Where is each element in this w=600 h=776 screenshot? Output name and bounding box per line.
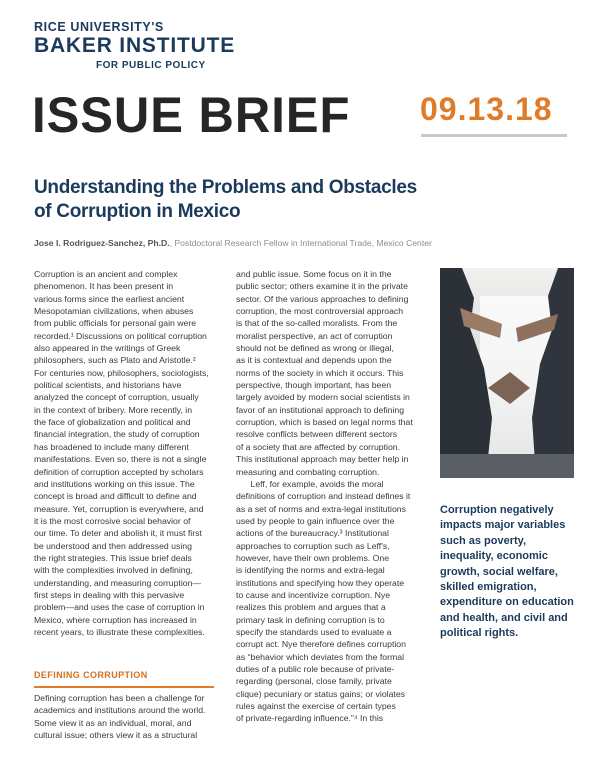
text-line: from public officials for personal gain were bbox=[34, 318, 197, 329]
text-line: Mesopotamian civilizations, when abuses bbox=[34, 306, 194, 317]
text-line: resolve conflicts between different sectors bbox=[236, 429, 398, 440]
text-line: first steps in dealing with this pervasive bbox=[34, 589, 185, 600]
text-line: used by people to gain influence over the bbox=[236, 515, 395, 526]
text-line: Leff, for example, avoids the moral bbox=[236, 478, 384, 489]
article-title bbox=[34, 176, 494, 224]
text-line: however, have their own problems. One bbox=[236, 552, 390, 563]
issue-date: 09.13.18 bbox=[420, 91, 553, 127]
text-line: in the context of bribery. More recently, in bbox=[34, 404, 193, 415]
text-line: realizes this problem and argues that a bbox=[236, 602, 386, 613]
series-title: ISSUE BRIEF bbox=[32, 87, 351, 143]
date-underline bbox=[421, 134, 567, 137]
author-role: , Postdoctoral Research Fellow in International Trade, Mexico Center bbox=[169, 238, 432, 248]
text-line: various forms since the earliest ancient bbox=[34, 293, 185, 304]
text-line: with the complexities involved in defining, bbox=[34, 565, 193, 576]
text-line: corruption, which is based on legal norms that bbox=[236, 417, 413, 428]
text-line: problem—and uses the case of corruption in bbox=[34, 602, 205, 613]
text-line: norms of the society in which it occurs. This bbox=[236, 367, 404, 378]
body-column-2 bbox=[236, 268, 426, 725]
text-line: it is the most corrosive social behavior of bbox=[34, 515, 191, 526]
text-line: and institutions working on this issue. The bbox=[34, 478, 195, 489]
text-line: Corruption is an ancient and complex bbox=[34, 269, 178, 279]
text-line: measuring and combating corruption. bbox=[236, 466, 380, 477]
text-line: Defining corruption has been a challenge for bbox=[34, 693, 205, 703]
text-line: specify the standards used to evaluate a bbox=[236, 626, 392, 637]
text-line: approaches to corruption such as Leff's, bbox=[236, 540, 390, 551]
logo-tagline: FOR PUBLIC POLICY bbox=[96, 60, 206, 71]
text-line: phenomenon. It has been present in bbox=[34, 281, 174, 292]
text-line: definitions of corruption and instead defines it bbox=[236, 491, 411, 502]
text-line: of private-regarding influence.”⁴ In this bbox=[236, 713, 384, 724]
text-line: measure. Yet, corruption is everywhere, and bbox=[34, 503, 204, 514]
text-line: analyzed the concept of corruption, usually bbox=[34, 392, 199, 403]
pull-quote: Corruption negatively impacts major variables such as poverty, inequality, economic growth, social welfare, skilled emigration, expenditure on education and health, and civil and political rights. bbox=[440, 504, 574, 640]
text-line: is that of the so-called moralists. From the bbox=[236, 318, 398, 329]
text-line: as it is contextual and depends upon the bbox=[236, 355, 392, 366]
text-line: actions of the bureaucracy.³ Institutional bbox=[236, 528, 389, 539]
text-line: institutions and specifying how they operate bbox=[236, 577, 405, 588]
photo-handshake-illustration bbox=[440, 268, 574, 478]
text-line: also appeared in the writings of Greek bbox=[34, 343, 181, 354]
text-line: understanding, and measuring corruption— bbox=[34, 577, 202, 588]
title-line: Understanding the Problems and Obstacles bbox=[34, 177, 417, 198]
text-line: the right strategies. This issue brief deals bbox=[34, 552, 192, 563]
author-name: Jose I. Rodriguez-Sanchez, Ph.D. bbox=[34, 238, 170, 248]
text-line: is identifying the norms and extra-legal bbox=[236, 565, 385, 576]
text-line: public sector; others examine it in the private bbox=[236, 281, 408, 292]
text-line: be understood and then addressed using bbox=[34, 540, 192, 551]
text-line: corrupt act. Nye therefore defines corruption bbox=[236, 639, 406, 650]
text-line: should not be defined as wrong or illegal, bbox=[236, 343, 394, 354]
section-heading: DEFINING CORRUPTION bbox=[34, 670, 148, 680]
text-line: as a set of norms and extra-legal institutions bbox=[236, 503, 406, 514]
text-line: cultural issue; others view it as a structural bbox=[34, 730, 198, 741]
text-line: largely avoided by modern social scientists in bbox=[236, 392, 410, 403]
text-line: perspective, though important, has been bbox=[236, 380, 392, 391]
text-line: and public issue. Some focus on it in the bbox=[236, 269, 392, 279]
text-line: concept is broad and difficult to define and bbox=[34, 491, 197, 502]
text-line: financial integration, the study of corruption bbox=[34, 429, 200, 440]
body-column-1-continued bbox=[34, 692, 222, 741]
logo-institute-name: BAKER INSTITUTE bbox=[34, 34, 235, 57]
text-line: as “behavior which deviates from the formal bbox=[236, 651, 405, 662]
section-heading-rule bbox=[34, 686, 214, 688]
text-line: to cause and incentivize corruption. Nye bbox=[236, 589, 391, 600]
text-line: sector. Of the various approaches to defining bbox=[236, 293, 409, 304]
text-line: primary task in defining corruption is to bbox=[236, 614, 385, 625]
text-line: recent years, to illustrate these complexities. bbox=[34, 626, 205, 637]
body-column-1 bbox=[34, 268, 222, 638]
text-line: of a society that are affected by corruption. bbox=[236, 441, 401, 452]
text-line: political scientists, and historians have bbox=[34, 380, 182, 391]
text-line: the face of globalization and political and bbox=[34, 417, 191, 428]
text-line: duties of a public role because of private- bbox=[236, 664, 395, 674]
text-line: corruption, the most controversial approach bbox=[236, 306, 404, 317]
logo-university-line: RICE UNIVERSITY'S bbox=[34, 20, 164, 34]
text-line: philosophers, such as Plato and Aristotle.² bbox=[34, 355, 196, 366]
text-line: manifestations. Even so, there is not a single bbox=[34, 454, 207, 465]
text-line: rules against the exercise of certain types bbox=[236, 701, 396, 712]
title-line: of Corruption in Mexico bbox=[34, 201, 241, 222]
text-line: Mexico, where corruption has increased in bbox=[34, 614, 197, 625]
text-line: clique) pecuniary or status gains; or violates bbox=[236, 688, 406, 699]
text-line: regarding (personal, close family, private bbox=[236, 676, 392, 687]
text-line: This institutional approach may better help in bbox=[236, 454, 409, 465]
text-line: recorded.¹ Discussions on political corruption bbox=[34, 330, 207, 341]
text-line: Some view it as an individual, moral, and bbox=[34, 717, 192, 728]
text-line: For centuries now, philosophers, sociologists, bbox=[34, 367, 209, 378]
cover-photo bbox=[440, 268, 574, 478]
author-byline bbox=[34, 238, 432, 248]
text-line: favor of an institutional approach to defining bbox=[236, 404, 405, 415]
text-line: academics and institutions around the world. bbox=[34, 705, 206, 716]
text-line: definition of corruption accepted by scholars bbox=[34, 466, 204, 477]
text-line: has broadened to include many different bbox=[34, 441, 189, 452]
text-line: moralist perspective, an act of corruption bbox=[236, 330, 393, 341]
text-line: our time. To deter and abolish it, it must first bbox=[34, 528, 202, 539]
